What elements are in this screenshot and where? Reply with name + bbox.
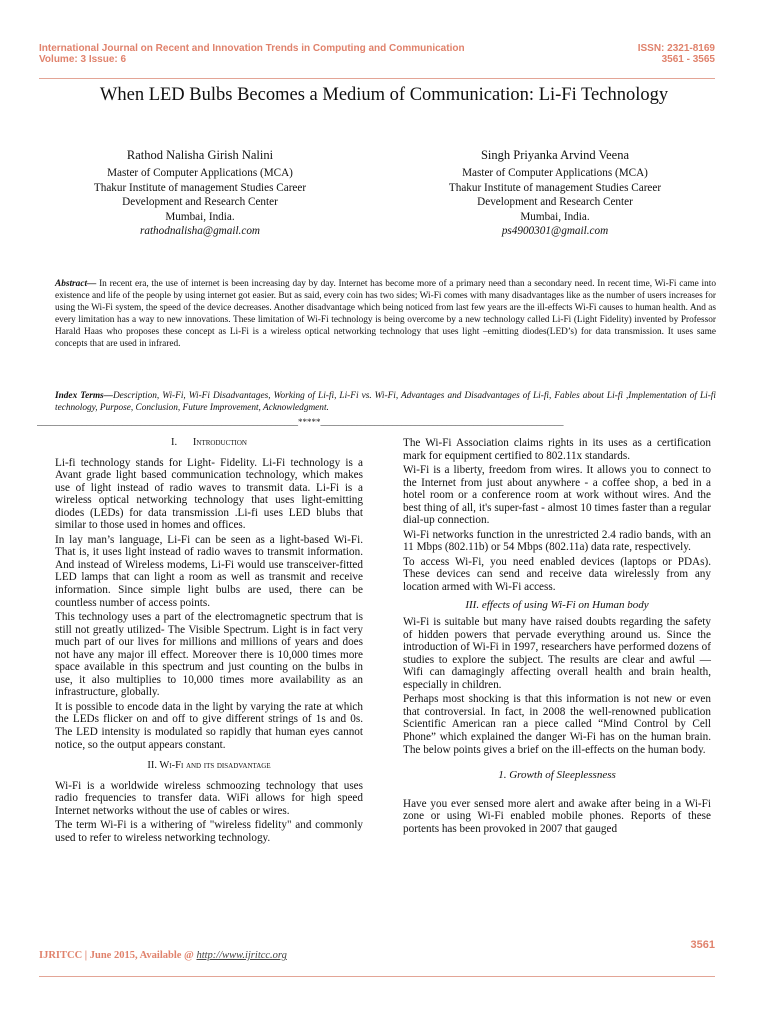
paragraph: Wi-Fi networks function in the unrestricted 2.4 radio bands, with an 11 Mbps (802.11b) or 54 Mbps (802.11a) data rate, respectively.	[403, 528, 711, 554]
footer-link[interactable]: http://www.ijritcc.org	[196, 950, 287, 961]
author-city: Mumbai, India.	[520, 210, 590, 223]
author-city: Mumbai, India.	[165, 210, 235, 223]
right-column	[403, 437, 711, 837]
paragraph: The Wi-Fi Association claims rights in its uses as a certification mark for equipment certified to 802.11x standards.	[403, 437, 711, 462]
abstract-label: Abstract—	[55, 279, 97, 289]
subsection-heading-sleeplessness: 1. Growth of Sleeplessness	[498, 769, 616, 782]
paragraph: This technology uses a part of the electromagnetic spectrum that is still not greatly utilized- The Visible Spectrum. Light is in fact very much part of our lives for millions and millions of years and does not have any major ill effect. Moreover there is 10,000 times more space available in this spectrum and just counting on the bulbs in use, it also multiplies to 10,000 times more availability as an infrastructure, globally.	[55, 611, 363, 699]
author-block-1	[50, 148, 350, 238]
journal-pages: 3561 - 3565	[661, 54, 715, 65]
section-heading-introduction	[55, 437, 363, 450]
paper-title: When LED Bulbs Becomes a Medium of Communication: Li-Fi Technology	[99, 85, 669, 105]
section-number: I.	[171, 437, 178, 448]
paragraph: Wi-Fi is a worldwide wireless schmoozing technology that uses radio frequencies to transfer data. WiFi allows for high speed Internet networks without the use of cables or wires.	[55, 779, 363, 817]
paragraph: Perhaps most shocking is that this information is not new or even that controversial. In fact, in 2008 the well-renowned publication Scientific American ran a piece called “Mind Control by Cell Phone” which explained the danger Wi-Fi has on the human brain. The below points gives a brief on the ill-effects on the human body.	[403, 693, 711, 756]
section-heading-effects: III. effects of using Wi-Fi on Human body	[465, 598, 649, 611]
author-institution: Thakur Institute of management Studies Career	[93, 181, 307, 194]
header-divider	[39, 78, 715, 79]
author-degree: Master of Computer Applications (MCA)	[462, 167, 648, 180]
left-column	[55, 437, 363, 846]
section-title: Introduction	[192, 437, 247, 448]
index-terms	[55, 390, 716, 414]
paragraph: It is possible to encode data in the light by varying the rate at which the LEDs flicker on and off to give different strings of 1s and 0s. The LED intensity is modulated so rapidly that human eyes cannot notice, so the output appears constant.	[55, 700, 363, 751]
journal-header	[39, 43, 465, 65]
paragraph: The term Wi-Fi is a withering of "wireless fidelity" and commonly used to refer to wireless networking technology.	[55, 819, 363, 844]
author-institution-2: Development and Research Center	[122, 196, 278, 209]
author-email[interactable]: rathodnalisha@gmail.com	[140, 225, 260, 238]
paragraph: In lay man’s language, Li-Fi can be seen as a light-based Wi-Fi. That is, it uses light instead of radio waves to transmit information. And instead of Wireless modems, Li-Fi would use transceiver-fitted LED lamps that can light a room as well as transmit and receive information. Since simple light bulbs are used, there can be countless number of access points.	[55, 533, 363, 609]
paragraph: Wi-Fi is suitable but many have raised doubts regarding the safety of hidden powers that pervade everything around us. Since the introduction of Wi-Fi in 1997, researchers have performed dozens of studies to explore the subject. The results are clear and awful — Wifi can damagingly affecting overall health and brain health, especially in children.	[403, 616, 711, 691]
paragraph: Wi-Fi is a liberty, freedom from wires. It allows you to connect to the Internet from just about anywhere - a coffee shop, a bed in a hotel room or a conference room at work without wires. And the best thing of all, it's super-fast - almost 10 times faster than a regular dial-up connection.	[403, 464, 711, 527]
author-name: Rathod Nalisha Girish Nalini	[126, 148, 274, 162]
paragraph: Have you ever sensed more alert and awake after being in a Wi-Fi zone or using Wi-Fi enabled mobile phones. Reports of these portents has been provoked in 2007 that gauged	[403, 797, 711, 835]
footer-text: IJRITCC | June 2015, Available @	[39, 950, 197, 961]
page-number: 3561	[690, 939, 715, 951]
abstract	[55, 279, 716, 350]
author-institution-2: Development and Research Center	[477, 196, 633, 209]
index-terms-text: Description, Wi-Fi, Wi-Fi Disadvantages, Working of Li-fi, Li-Fi vs. Wi-Fi, Advantages and Disadvantages of Li-fi, Fables about Li-fi ,Implementation of Li-fi technology, Purpose, Conclusion, Future Improvement, Acknowledgment.	[55, 391, 716, 413]
author-name: Singh Priyanka Arvind Veena	[480, 148, 630, 162]
section-heading-wifi: II. Wi-Fi and its disadvantage	[147, 760, 271, 772]
index-terms-label: Index Terms—	[55, 391, 113, 401]
footer-divider	[39, 976, 715, 977]
author-degree: Master of Computer Applications (MCA)	[107, 167, 293, 180]
journal-name: International Journal on Recent and Innovation Trends in Computing and Communication	[39, 43, 465, 54]
footer	[39, 950, 287, 961]
author-institution: Thakur Institute of management Studies Career	[448, 181, 662, 194]
section-separator: __________________________________________________________*****______________________________________________________	[37, 417, 564, 427]
journal-volume: Volume: 3 Issue: 6	[39, 54, 127, 65]
journal-issn: ISSN: 2321-8169	[637, 43, 715, 54]
paragraph: Li-fi technology stands for Light- Fidelity. Li-Fi technology is a Avant grade light based communication technology, which makes use of light instead of radio waves to transmit data. Li-Fi is a wireless optical networking technology that uses light-emitting diodes (LEDs) for data transmission .Li-fi uses LED blubs that similar to those used in homes and offices.	[55, 456, 363, 532]
journal-issn-block	[638, 43, 715, 65]
abstract-text: In recent era, the use of internet is been increasing day by day. Internet has become more of a primary need than a secondary need. In recent time, Wi-Fi came into existence and life of the people by using internet got easier. But as said, every coin has two sides; Wi-Fi comes with many disadvantages like as the number of users increases for using the Wi-Fi system, the speed of the device decreases. Another disadvantage which being noticed from last few years are the ill-effects Wi-Fi causes to human health. And as every limitation has a way to new innovations. These limitation of Wi-Fi technology is being overcome by a new technology called Li-Fi (Light Fidelity) invented by Professor Harald Haas who proposes these concept as Li-Fi is a wireless optical networking technology that uses light –emitting diodes(LED’s) for data transmission. It uses same concepts that are used in infrared.	[55, 279, 717, 349]
author-block-2	[405, 148, 705, 238]
paragraph: To access Wi-Fi, you need enabled devices (laptops or PDAs). These devices can send and receive data wirelessly from any location armed with Wi-Fi access.	[403, 555, 711, 594]
author-email[interactable]: ps4900301@gmail.com	[501, 225, 609, 238]
